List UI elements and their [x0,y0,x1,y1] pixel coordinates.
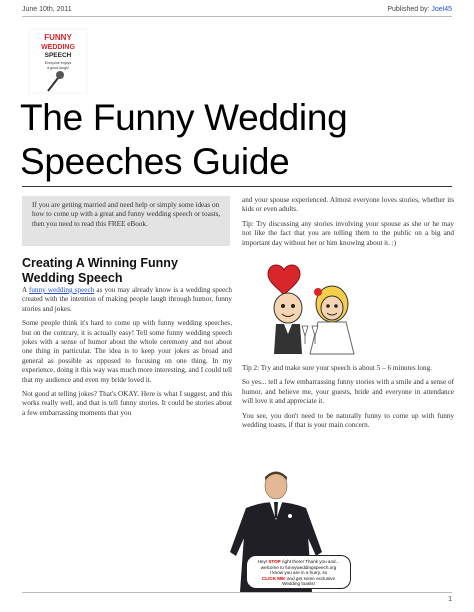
groom-figure [274,293,302,354]
page-header [22,4,452,16]
section-heading: Creating A Winning Funny Wedding Speech [22,256,178,285]
banner-line4-suffix: and get some exclusive [285,575,336,581]
author-link[interactable]: Joel45 [431,6,452,13]
banner-hey: Hey! [257,559,269,564]
document-title [20,96,460,184]
title-rule [22,186,452,187]
right-paragraph-4: So yes... tell a few embarrassing funny stories with a smile and a sense of humor, and believe me, your guests, bride and everyone in attendance will love it and appreciate it. [242,378,454,406]
banner-line1-suffix: right there! Thank you and... [280,559,340,564]
banner-line2: welcome to funnyweddingspeech.org [260,564,337,570]
funny-wedding-speech-logo [28,28,88,94]
right-column-top [242,196,454,253]
title-line2: Speeches Guide [20,141,290,182]
bride-figure [310,286,354,354]
left-paragraph-1 [22,286,232,314]
logo-line3: SPEECH [44,52,72,59]
banner-line3: I know you are in a hurry, so [269,570,328,576]
boutonniere-icon [288,514,292,518]
banner-stop: STOP [268,559,281,564]
footer-rule [22,592,452,593]
funny-wedding-speech-link[interactable]: funny wedding speech [28,286,95,294]
right-paragraph-1: and your spouse experienced. Almost everyone loves stories, whether its kids or even adults. [242,196,454,214]
title-line1: The Funny Wedding [20,97,348,138]
banner-line5: Wedding toasts! [282,581,315,587]
published-by-label: Published by: [387,6,432,13]
logo-tagline2: a good laugh! [47,66,69,70]
wedding-couple-cartoon [262,256,366,356]
logo-tagline1: Everyone enjoys [44,61,72,65]
p1-prefix: A [22,286,29,294]
header-date: June 10th, 2011 [22,6,72,13]
banner-click-me-link[interactable]: CLICK ME! [261,575,286,581]
logo-line1: FUNNY [44,33,72,42]
banner-line1 [250,559,347,565]
right-paragraph-5: You see, you don't need to be naturally funny to come up with funny wedding toasts, if that is your main concern. [242,411,454,430]
intro-callout: If you are getting married and need help or simply some ideas on how to come up with a great and funny wedding speech or toasts, then you need to read this FREE eBook. [22,196,230,246]
header-rule [22,16,452,17]
logo-line2: WEDDING [41,44,75,51]
left-column [22,286,232,423]
heart-icon [268,265,300,296]
left-paragraph-2: Some people think it's hard to come up with funny wedding speeches, but on the contrary, it is actually easy! Tell some funny wedding speech jokes with a sense of humor about the whole ceremony and not about one thing in particular. The idea is to keep your jokes as broad and general as possible as opposed to focusing on one thing. In my experience, doing it this way was much more interesting, and I could tell that my audience and even my bride loved it. [22,319,232,384]
header-published-by [387,6,452,13]
page-number: 1 [448,596,452,603]
left-paragraph-3: Not good at telling jokes? That's OKAY. Here is what I suggest, and this works really well, and that is tell funny stories. It could be stories about a few embarrassing moments that you [22,390,232,417]
right-paragraph-2: Tip: Try discussing any stories involving your spouse as she or he may not like the fact that you are telling them to the public on a big and important day without her or him knowing about it. :) [242,219,454,247]
promo-speech-banner[interactable] [246,555,351,589]
right-paragraph-3: Tip 2: Try and make sure your speech is about 5 – 6 minutes long. [242,364,432,372]
p1-suffix: as you may already know is a wedding speech created with the intention of making people laugh through humor, funny stories and jokes. [22,286,233,313]
right-column-bottom [242,364,454,435]
